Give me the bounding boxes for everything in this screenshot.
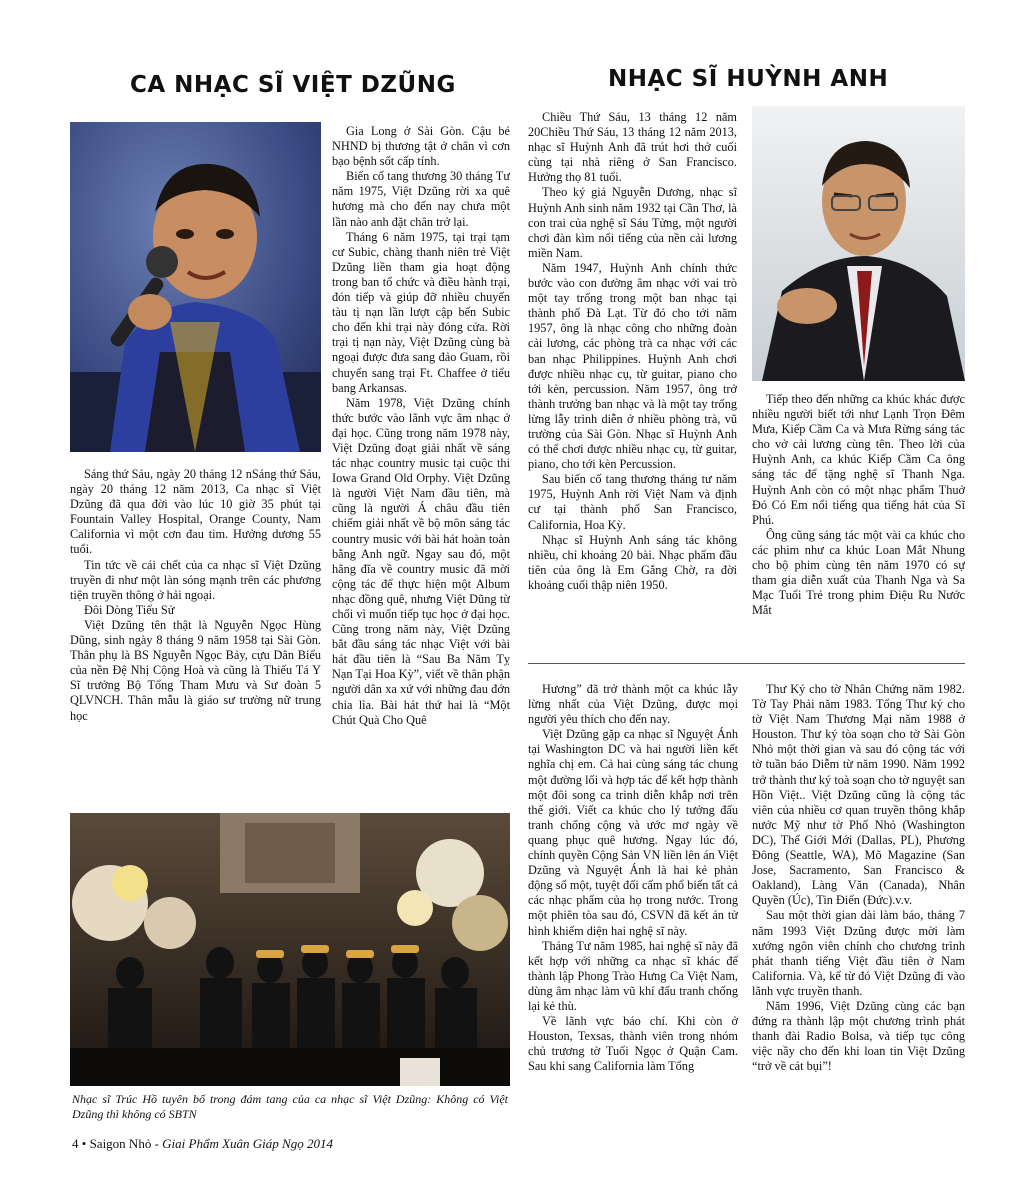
issue-name: Giai Phẩm Xuân Giáp Ngọ 2014 — [162, 1136, 333, 1151]
paragraph: Tin tức về cái chết của ca nhạc sĩ Việt Dzũng truyền đi như một làn sóng mạnh trên các phương tiện truyền thông ở hải ngoại. — [70, 557, 321, 602]
paragraph: Việt Dzũng gặp ca nhạc sĩ Nguyệt Ánh tại Washington DC và hai người liền kết nghĩa chị em. Cả hai cùng sáng tác chung một đường lối và hợp tác để kết hợp thành một đôi song ca trình diễn khắp nơi trên thế giới. Viết ca khúc cho lý tưởng đấu tranh chống cộng và ước mơ ngày về quang phục quê hương. Ngay lúc đó, chính quyền Cộng Sản VN liền lên án Việt Dzũng và Nguyệt Ánh là hai kẻ phản động số một, tuyệt đối cấm phổ biến tất cả các nhạc phẩm của họ trong nước. Trong một phiên tòa sau đó, CSVN đã kết án tử hình khiếm diện hai nghệ sĩ này. — [528, 727, 738, 938]
huynh-anh-photo — [752, 106, 965, 381]
footer-bullet: • — [81, 1136, 87, 1151]
paragraph: Sau biến cố tang thương tháng tư năm 1975, Huỳnh Anh rời Việt Nam và định cư tại thành phố San Francisco, California, Hoa Kỳ. — [528, 472, 737, 532]
subheading: Đôi Dòng Tiểu Sử — [84, 602, 175, 617]
paragraph: Năm 1996, Việt Dzũng cùng các bạn đứng ra thành lập một chương trình phát thanh đài Radio Bolsa, và tiếp tục công việc nầy cho đến khi loan tin Việt Dzũng “trở về cát bụi”! — [752, 998, 965, 1074]
left-article-column-2 — [332, 124, 510, 814]
funeral-photo-caption: Nhạc sĩ Trúc Hồ tuyên bố trong đám tang của ca nhạc sĩ Việt Dzũng: Không có Việt Dzũng thì không có SBTN — [72, 1092, 508, 1121]
paragraph: Thư Ký cho tờ Nhân Chứng năm 1982. Tờ Tay Phải năm 1983. Tổng Thư ký cho tờ Việt Nam Thương Mại năm 1988 ở Houston. Thư ký tòa soạn cho tờ Sài Gòn Nhỏ một thời gian và sau đó cộng tác với tờ tuần báo Diễm từ năm 1990. Năm 1992 trở thành thư ký toà soạn cho tờ nguyệt san Hồn Việt.. Việt Dzũng cũng là cộng tác viên của nhiều cơ quan truyền thông khắp nước Mỹ như tờ Phố Nhỏ (Washington DC), Thế Giới Mới (Dallas, PL), Phương Đông (Seattle, WA), Mõ Magazine (San Jose, Sacramento, San Francisco & Oakland), Làng Văn (Canada), Nhân Quyền (Úc), Tin Điển (Đức).v.v. — [752, 682, 965, 908]
paragraph: Sau một thời gian dài làm báo, tháng 7 năm 1993 Việt Dzũng được mời làm xướng ngôn viên chính cho chương trình phát thanh tiếng Việt đầu tiên ở Nam California. Và, kể từ đó Việt Dzũng đi vào lãnh vực truyền thanh. — [752, 908, 965, 998]
paragraph: Hương” đã trở thành một ca khúc lẫy lừng nhất của Việt Dzũng, được mọi người yêu thích cho đến nay. — [528, 682, 738, 727]
paragraph: Tiếp theo đến những ca khúc khác được nhiều người biết tới như Lạnh Trọn Đêm Mưa, Kiếp Cầm Ca và Mưa Rừng sáng tác cho vở cải lương cùng tên. Theo lời của Huỳnh Anh, ca khúc Kiếp Cầm Ca ông sáng tác để tặng nghệ sĩ Thanh Nga. Huỳnh Anh còn có một nhạc phẩm Thuở Đó Có Em nổi tiếng qua tiếng hát của Sĩ Phú. — [752, 392, 965, 527]
left-article-column-4 — [752, 682, 965, 1152]
left-article-column-1 — [70, 467, 321, 812]
right-article-title: NHẠC SĨ HUỲNH ANH — [608, 66, 889, 92]
viet-dzung-photo — [70, 122, 321, 452]
paragraph: Gia Long ở Sài Gòn. Cậu bé NHND bị thương tật ở chân vì cơn bạo bệnh sốt cấp tính. — [332, 124, 510, 169]
paragraph: Việt Dzũng tên thật là Nguyễn Ngọc Hùng Dũng, sinh ngày 8 tháng 9 năm 1958 tại Sài Gòn. Thân phụ là BS Nguyễn Ngọc Bảy, cựu Dân Biểu của nền Đệ Nhị Cộng Hoà và cũng là Thiếu Tá Y Sĩ trưởng Bộ Tổng Tham Mưu và Sư đoàn 5 QLVNCH. Thân mẫu là giáo sư trường nữ trung học — [70, 617, 321, 723]
funeral-photo-graphic — [70, 813, 510, 1086]
paragraph: Ông cũng sáng tác một vài ca khúc cho các phim như ca khúc Loan Mắt Nhung cho bộ phim cùng tên năm 1970 có sự tham gia diễn xuất của Thanh Nga và Sa Mạc Tuổi Trẻ trong phim Điệu Ru Nước Mắt — [752, 527, 965, 618]
paragraph: Chiều Thứ Sáu, 13 tháng 12 năm 20Chiều Thứ Sáu, 13 tháng 12 năm 2013, nhạc sĩ Huỳnh Anh đã trút hơi thở cuối cùng tại nhà riêng ở San Francisco. Hưởng thọ 81 tuổi. — [528, 110, 737, 185]
left-article-column-3 — [528, 682, 738, 1152]
funeral-photo — [70, 813, 510, 1086]
right-article-column-2 — [752, 392, 965, 650]
page-number: 4 — [72, 1136, 79, 1151]
paragraph: Tháng 6 năm 1975, tại trại tạm cư Subic, chàng thanh niên trẻ Việt Dzũng liền tham gia hoạt động trong ban tổ chức và điều hành trại, đón tiếp và giúp đỡ nhiều chuyến tàu tị nạn lần lượt cập bến Subic cho đến khi trại này đóng cửa. Rời trại tị nạn này, Việt Dzũng cùng bà ngoại được đưa sang đảo Guam, rồi chuyển sang trại Ft. Chaffee ở tiểu bang Arkansas. — [332, 229, 510, 395]
paragraph: Sáng thứ Sáu, ngày 20 tháng 12 nSáng thứ Sáu, ngày 20 tháng 12 năm 2013, Ca nhạc sĩ Việt Dzũng đã qua đời vào lúc 10 giờ 35 phút tại Fountain Valley Hospital, Orange County, Nam California vì một cơn đau tim. Hưởng dương 55 tuổi. — [70, 467, 321, 557]
publication-name: Saigon Nhỏ — [89, 1136, 152, 1151]
paragraph: Theo ký giả Nguyễn Dương, nhạc sĩ Huỳnh Anh sinh năm 1932 tại Cần Thơ, là con trai của nghệ sĩ Sáu Tửng, một người chơi đàn kìm nổi tiếng của nền cải lương miền Nam. — [528, 185, 737, 260]
huynh-anh-photo-graphic — [752, 106, 965, 381]
paragraph: Nhạc sĩ Huỳnh Anh sáng tác không nhiều, chỉ khoảng 20 bài. Nhạc phẩm đầu tiên của ông là Em Gắng Chờ, ra đời khoảng cuối thập niên 1950. — [528, 532, 737, 592]
viet-dzung-photo-graphic — [70, 122, 321, 452]
paragraph: Năm 1978, Việt Dzũng chính thức bước vào lãnh vực âm nhạc ở đại học. Cũng trong năm 1978 này, Việt Dzũng đoạt giải nhất về sáng tác nhạc country music tại cuộc thi Iowa Grand Old Orphy. Việt Dzũng là người Việt Nam đầu tiên, mà cũng là người Á châu đầu tiên chiếm giải nhất về bộ môn sáng tác country music với bài hát hoàn toàn bằng Anh ngữ. Ngay sau đó, một hãng đĩa về country music đã mời cộng tác để thực hiện một Album nhạc đồng quê, nhưng Việt Dũng từ chối vì muốn tiếp tục học ở đại học. Cũng trong năm này, Việt Dzũng bắt đầu sáng tác nhạc Việt với bài hát đầu tiên là “Sau Ba Năm Tỵ Nạn Tại Hoa Kỳ”, viết về thân phận người dân xa xứ với những đau đớn chia lìa. Bài hát thứ hai là “Một Chút Quà Cho Quê — [332, 395, 510, 727]
paragraph: Về lãnh vực báo chí. Khi còn ở Houston, Texsas, thành viên trong nhóm chủ trương tờ Tuổi Ngọc ở Quận Cam. Sau khi sang California làm Tổng — [528, 1014, 738, 1074]
paragraph: Năm 1947, Huỳnh Anh chính thức bước vào con đường âm nhạc với vai trò một tay trống trong một ban nhạc tại thành phố Đà Lạt. Từ đó cho tới năm 1957, ông là nhạc công cho những đoàn cải lương, các phòng trà ca nhạc với các ban nhạc Philippines. Huỳnh Anh chơi được nhiều nhạc cụ, từ guitar, piano cho tới kèn, percussion. Năm 1957, ông trở thành trưởng ban nhạc và là một tay trống lừng lẫy trình diễn ở nhiều phòng trà, vũ trường của Sài Gòn. Nhạc sĩ Huỳnh Anh có thể chơi được nhiều nhạc cụ, từ guitar, piano, cho tới kèn Percussion. — [528, 260, 737, 472]
right-article-column-1 — [528, 110, 737, 658]
page-footer — [72, 1136, 333, 1152]
left-article-title: CA NHẠC SĨ VIỆT DZŨNG — [130, 72, 456, 98]
footer-dash: - — [154, 1136, 159, 1151]
paragraph: Biến cố tang thương 30 tháng Tư năm 1975, Việt Dzũng rời xa quê hương mà cho đến nay chưa một lần nào anh đặt chân trở lại. — [332, 169, 510, 229]
paragraph: Tháng Tư năm 1985, hai nghệ sĩ này đã kết hợp với những ca nhạc sĩ khác để thành lập Phong Trào Hưng Ca Việt Nam, dùng âm nhạc làm vũ khí đấu tranh chống lại kẻ thù. — [528, 938, 738, 1013]
section-divider — [528, 663, 965, 664]
